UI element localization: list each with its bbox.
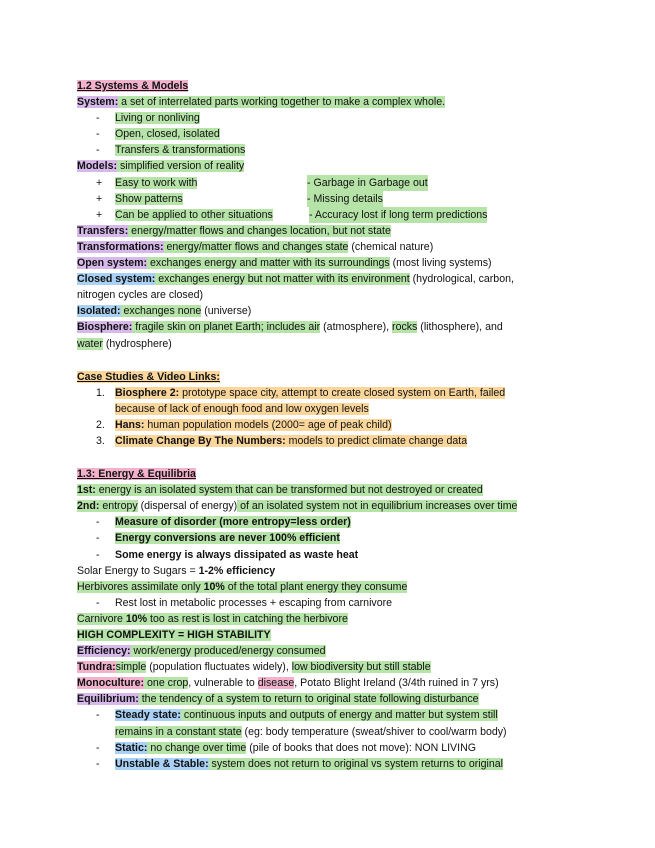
monoculture-definition: Monoculture: one crop, vulnerable to disease, Potato Blight Ireland (3/4th ruined in 7 yrs) [77,677,499,690]
closed-system-continued: nitrogen cycles are closed) [77,289,204,302]
models-pro-con-row: + Easy to work with - Garbage in Garbage out [77,175,577,191]
transfers-definition: Transfers: energy/matter flows and changes location, but not state [77,224,391,237]
unstable-stable-item: - Unstable & Stable: system does not return to original vs system returns to original [96,757,504,770]
second-law: 2nd: entropy (dispersal of energy) of an isolated system not in equilibrium increases over time [77,500,518,513]
section-heading-systems: 1.2 Systems & Models [77,80,189,92]
tundra-definition: Tundra:simple (population fluctuates widely), low biodiversity but still stable [77,661,431,674]
list-item: - Measure of disorder (more entropy=less order) [96,516,351,529]
list-item: - Living or nonliving [96,112,200,125]
static-item: - Static: no change over time (pile of books that does not move): NON LIVING [96,741,476,754]
biosphere-continued: water (hydrosphere) [77,337,172,350]
list-item: - Transfers & transformations [96,144,246,157]
notes-page [77,78,577,772]
equilibrium-definition: Equilibrium: the tendency of a system to return to original state following disturbance [77,693,479,706]
closed-system-definition: Closed system: exchanges energy but not matter with its environment (hydrological, carbon, [77,273,514,286]
isolated-definition: Isolated: exchanges none (universe) [77,305,252,318]
list-item: - Open, closed, isolated [96,128,220,141]
list-item: - Energy conversions are never 100% efficient [96,532,340,545]
models-pro-con-row: + Can be applied to other situations - Accuracy lost if long term predictions [77,207,577,223]
stability-line: HIGH COMPLEXITY = HIGH STABILITY [77,629,271,641]
list-item: - Some energy is always dissipated as waste heat [96,548,359,561]
case-study-item: 2. Hans: human population models (2000= age of peak child) [96,418,392,431]
case-study-item: 3. Climate Change By The Numbers: models to predict climate change data [96,434,468,447]
list-item: - Rest lost in metabolic processes + escaping from carnivore [96,596,393,609]
models-definition: Models: simplified version of reality [77,160,245,173]
biosphere-definition: Biosphere: fragile skin on planet Earth; includes air (atmosphere), rocks (lithosphere), and [77,321,503,334]
section-heading-case-studies: Case Studies & Video Links: [77,370,220,383]
case-study-item: 1. Biosphere 2: prototype space city, attempt to create closed system on Earth, failed [96,386,506,399]
herbivores-line: Herbivores assimilate only 10% of the total plant energy they consume [77,580,408,593]
transformations-definition: Transformations: energy/matter flows and changes state (chemical nature) [77,240,434,253]
steady-state-item: - Steady state: continuous inputs and outputs of energy and matter but system still [96,709,498,722]
open-system-definition: Open system: exchanges energy and matter with its surroundings (most living systems) [77,257,492,270]
system-definition: System: a set of interrelated parts working together to make a complex whole. [77,96,446,109]
carnivore-line: Carnivore 10% too as rest is lost in catching the herbivore [77,612,348,625]
first-law: 1st: energy is an isolated system that can be transformed but not destroyed or created [77,484,483,497]
models-pro-con-row: + Show patterns - Missing details [77,191,577,207]
steady-state-continued: remains in a constant state (eg: body temperature (sweat/shiver to cool/warm body) [115,725,507,738]
solar-energy-line: Solar Energy to Sugars = 1-2% efficiency [77,564,276,577]
efficiency-definition: Efficiency: work/energy produced/energy consumed [77,645,326,658]
case-study-item-continued: because of lack of enough food and low oxygen levels [115,402,369,415]
section-heading-energy: 1.3: Energy & Equilibria [77,468,196,481]
